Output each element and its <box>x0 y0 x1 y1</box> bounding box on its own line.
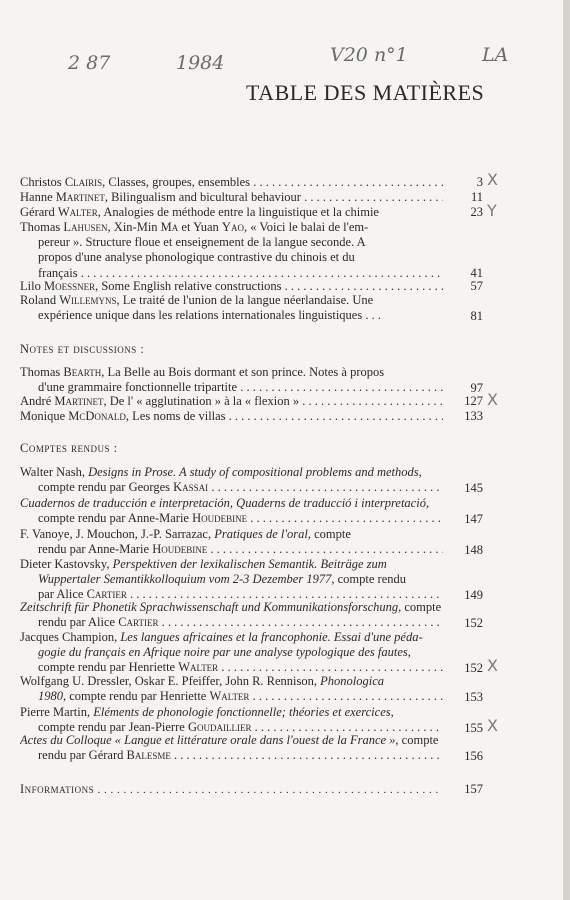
page-number: 148 <box>464 543 483 557</box>
toc-entry: Roland Willemyns, Le traité de l'union de la langue néerlandaise. Une expérience unique dans les relations internationales linguistiques . . . <box>20 293 381 323</box>
handwritten-note-1: 2 87 <box>68 52 111 74</box>
pencil-mark: X <box>487 170 498 189</box>
toc-entry: Jacques Champion, Les langues africaines et la francophonie. Essai d'une péda- gogie du français en Afrique noire par une analyse typologique des fautes, compte rendu par Henriette Walter . . . <box>20 630 443 676</box>
page-number: 133 <box>464 409 483 423</box>
toc-entry: Cuadernos de traducción e interpretación, Quaderns de traducció i interpretació, compte rendu par Anne-Marie Houdebine . . . <box>20 496 443 526</box>
page-number: 157 <box>464 782 483 796</box>
page-number: 97 <box>470 381 483 395</box>
toc-entry: Walter Nash, Designs in Prose. A study of compositional problems and methods, compte rendu par Georges Kassai . . . <box>20 465 443 495</box>
page-number: 155 <box>464 721 483 735</box>
toc-entry: Monique McDonald, Les noms de villas . . . <box>20 409 443 424</box>
page-number: 152 <box>464 661 483 675</box>
page-number: 152 <box>464 616 483 630</box>
toc-entry: André Martinet, De l' « agglutination » à la « flexion » . . . <box>20 394 443 409</box>
page-edge <box>563 0 570 900</box>
toc-entry: Christos Clairis, Classes, groupes, ensembles . . . <box>20 175 443 190</box>
handwritten-note-2: 1984 <box>176 52 225 74</box>
page-number: 149 <box>464 588 483 602</box>
page-number: 11 <box>470 190 483 204</box>
page-number: 153 <box>464 690 483 704</box>
page-number: 23 <box>470 205 483 219</box>
page-number: 41 <box>470 266 483 280</box>
page-title: TABLE DES MATIÈRES <box>246 80 485 105</box>
page-number: 3 <box>476 175 483 189</box>
page-number: 145 <box>464 481 483 495</box>
toc-entry: Actes du Colloque « Langue et littérature orale dans l'ouest de la France », compte rendu par Gérard Balesme . . . <box>20 733 443 763</box>
pencil-mark: X <box>487 656 498 675</box>
handwritten-note-3: V20 n°1 <box>330 44 408 66</box>
toc-entry: Wolfgang U. Dressler, Oskar E. Pfeiffer, John R. Rennison, Phonologica 1980, compte rendu par Henriette Walter . . . <box>20 674 443 704</box>
pencil-mark: X <box>487 716 498 735</box>
page-number: 57 <box>470 279 483 293</box>
toc-entry-informations: Informations . . . <box>20 782 440 797</box>
section-heading-notes: Notes et discussions : <box>20 342 145 356</box>
toc-entry: Thomas Lahusen, Xin-Min Ma et Yuan Yao, « Voici le balai de l'em- pereur ». Structure floue et enseignement de la langue seconde. A propos d'une analyse phonologique contrastive du chinois et du français . . . <box>20 220 443 281</box>
page-number: 127 <box>464 394 483 408</box>
section-heading-reviews: Comptes rendus : <box>20 441 118 455</box>
toc-entry: Zeitschrift für Phonetik Sprachwissenschaft und Kommunikationsforschung, compte rendu par Alice Cartier . . . <box>20 600 443 630</box>
pencil-mark: X <box>487 390 498 409</box>
handwritten-note-4: LA <box>482 44 509 66</box>
toc-entry: Pierre Martin, Eléments de phonologie fonctionnelle; théories et exercices, compte rendu par Jean-Pierre Goudaillier . . . <box>20 705 443 735</box>
page-number: 81 <box>470 309 483 323</box>
toc-entry: Lilo Moessner, Some English relative constructions . . . <box>20 279 443 294</box>
page-number: 156 <box>464 749 483 763</box>
toc-entry: Gérard Walter, Analogies de méthode entre la linguistique et la chimie <box>20 205 379 219</box>
toc-entry: Dieter Kastovsky, Perspektiven der lexikalischen Semantik. Beiträge zum Wuppertaler Semantikkolloquium vom 2-3 Dezember 1977, compte rendu par Alice Cartier . . . <box>20 557 443 603</box>
page-number: 147 <box>464 512 483 526</box>
toc-entry: Thomas Bearth, La Belle au Bois dormant et son prince. Notes à propos d'une grammaire fonctionnelle tripartite . . . <box>20 365 443 395</box>
toc-entry: Hanne Martinet, Bilingualism and bicultural behaviour . . . <box>20 190 443 205</box>
pencil-mark: Y <box>487 201 497 220</box>
toc-entry: F. Vanoye, J. Mouchon, J.-P. Sarrazac, Pratiques de l'oral, compte rendu par Anne-Marie Houdebine . . . <box>20 527 443 557</box>
